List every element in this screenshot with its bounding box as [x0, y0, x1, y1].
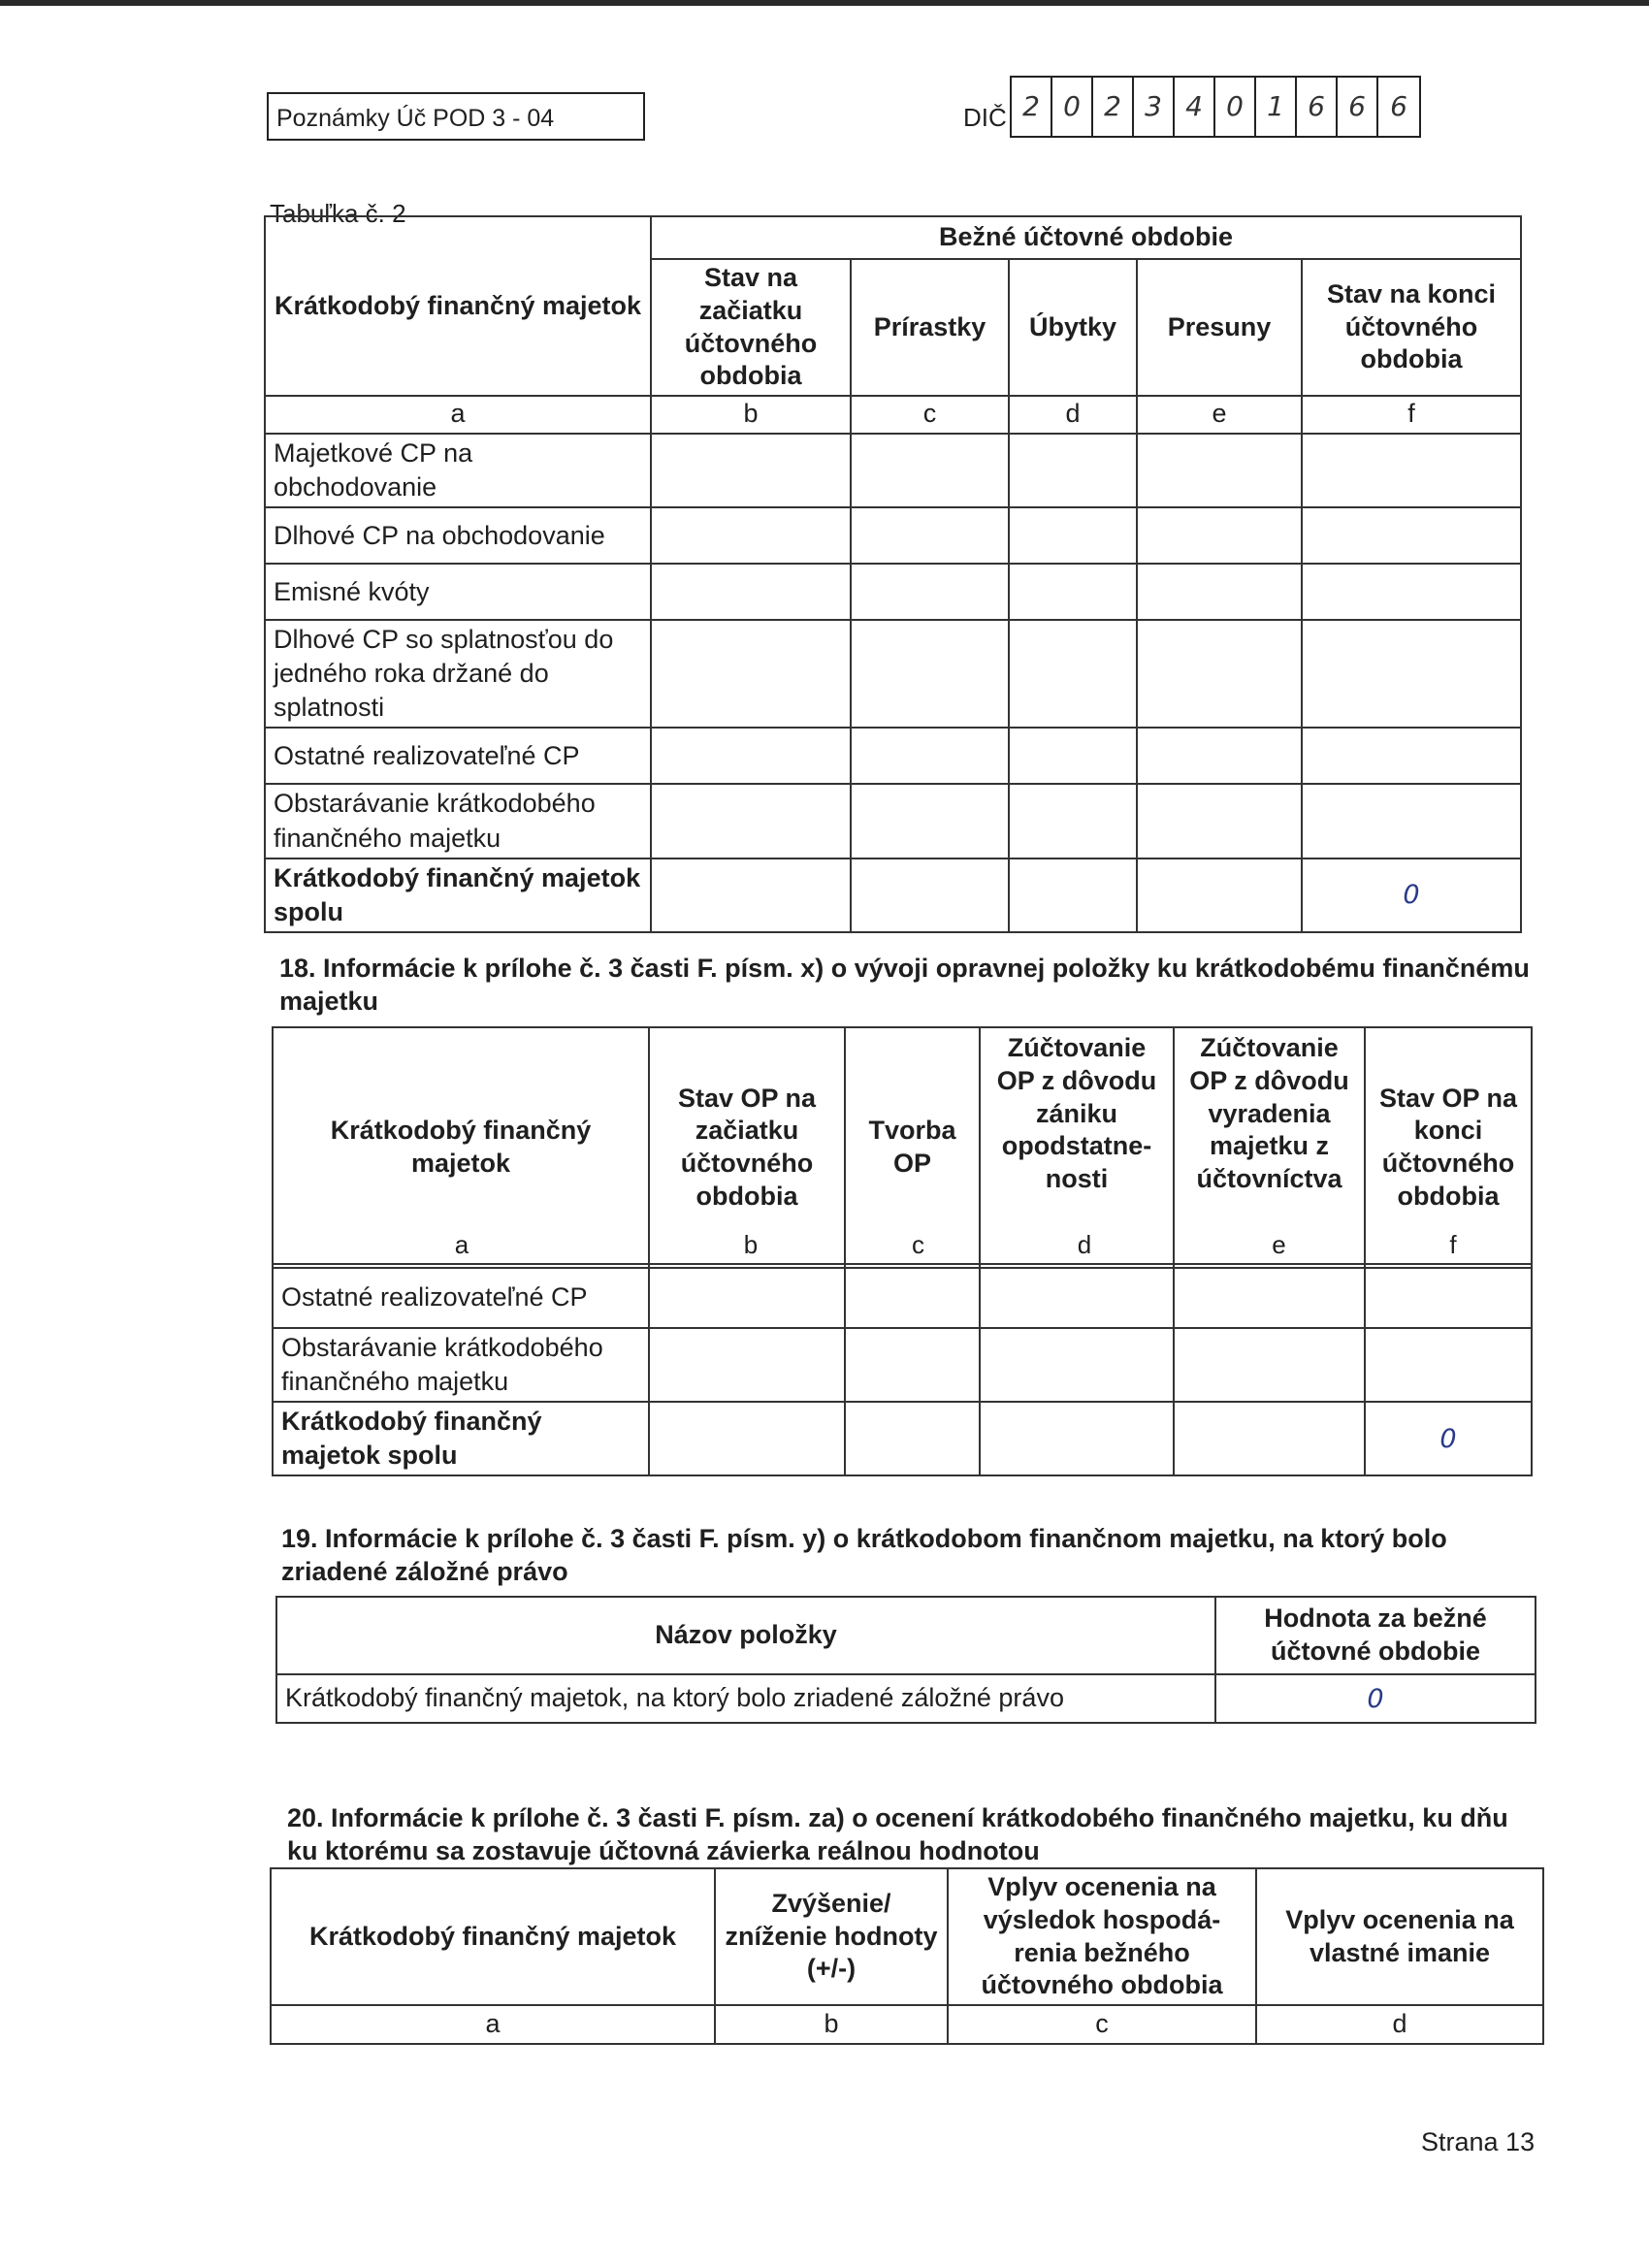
- total-label: Krátkodobý finančný majetok spolu: [273, 1402, 649, 1475]
- cell-c: [851, 620, 1009, 728]
- dic-digit: 6: [1390, 90, 1407, 122]
- table2-col-a-header: Krátkodobý finančný majetok: [265, 216, 651, 396]
- s18-col-f-header: Stav OP na konci účtovného obdobia: [1365, 1027, 1532, 1268]
- dic-digit: 2: [1012, 78, 1052, 136]
- row-label: Obstarávanie krátkodobého finančného majetku: [265, 784, 651, 858]
- form-code: Poznámky Úč POD 3 - 04: [276, 105, 555, 132]
- dic-digit: 0: [1215, 78, 1256, 136]
- row-label: Majetkové CP na obchodovanie: [265, 434, 651, 507]
- table-row: [265, 728, 1521, 784]
- row-label: Dlhové CP na obchodovanie: [265, 507, 651, 564]
- table-row: [265, 507, 1521, 564]
- cell-d: [1009, 507, 1137, 564]
- s20-col-a-header: Krátkodobý finančný majetok: [271, 1868, 715, 2005]
- cell-e: [1174, 1328, 1365, 1402]
- table2-caption: Tabuľka č. 2: [270, 199, 406, 228]
- section-18-title: 18. Informácie k prílohe č. 3 časti F. písm. x) o vývoji opravnej položky ku krátkodobému finančnému majetku: [279, 954, 1530, 1016]
- s19-name-header: Názov položky: [276, 1597, 1215, 1674]
- s18-col-b-header: Stav OP na začiatku účtovného obdobia: [649, 1027, 845, 1268]
- cell-e: [1137, 434, 1302, 507]
- cell-b: [651, 434, 851, 507]
- cell-d: [1009, 728, 1137, 784]
- row-value: 0: [1215, 1674, 1536, 1723]
- row-label: Obstarávanie krátkodobého finančného majetku: [273, 1328, 649, 1402]
- col-letter: b: [651, 396, 851, 434]
- col-letter: f: [1302, 396, 1521, 434]
- col-letter: b: [743, 1230, 759, 1259]
- col-letter: d: [1077, 1230, 1092, 1259]
- s20-col-c-header: Vplyv ocenenia na výsledok hospodá-renia bežného účtovného obdobia: [948, 1868, 1256, 2005]
- table2-period-header: Bežné účtovné obdobie: [651, 216, 1521, 259]
- cell-b: [651, 507, 851, 564]
- dic-digit: 6: [1297, 78, 1338, 136]
- table2: [264, 215, 1522, 933]
- cell-e: [1137, 620, 1302, 728]
- col-letter: e: [1272, 1230, 1286, 1259]
- cell-f: [1365, 1268, 1532, 1328]
- section-20-table: [270, 1867, 1544, 2045]
- cell-c: [851, 507, 1009, 564]
- cell-d: [980, 1268, 1174, 1328]
- cell-f: [1365, 1328, 1532, 1402]
- cell-f: [1302, 564, 1521, 620]
- dic-digit: 3: [1134, 78, 1175, 136]
- cell-b: [649, 1402, 845, 1475]
- cell-b: [651, 620, 851, 728]
- s19-value-header: Hodnota za bežné účtovné obdobie: [1215, 1597, 1536, 1674]
- cell-c: [851, 564, 1009, 620]
- scan-edge-line: [0, 0, 1649, 6]
- cell-e: [1137, 564, 1302, 620]
- cell-f: [1302, 784, 1521, 858]
- cell-c: [845, 1268, 980, 1328]
- total-value: 0: [1365, 1402, 1532, 1475]
- table-row: [265, 434, 1521, 507]
- table-row: [276, 1674, 1536, 1723]
- table2-col-b-header: Stav na začiatku účtovného obdobia: [651, 259, 851, 396]
- section-19-table: [275, 1596, 1536, 1724]
- s18-letter-row: [272, 1230, 1531, 1259]
- table2-col-d-header: Úbytky: [1009, 259, 1137, 396]
- section-20-title: 20. Informácie k prílohe č. 3 časti F. písm. za) o ocenení krátkodobého finančného majetku, ku dňu ku ktorému sa zostavuje účtovná závierka reálnou hodnotou: [287, 1803, 1508, 1865]
- col-letter: d: [1009, 396, 1137, 434]
- row-label: Dlhové CP so splatnosťou do jedného roka držané do splatnosti: [265, 620, 651, 728]
- row-label: Emisné kvóty: [265, 564, 651, 620]
- dic-digit: 4: [1175, 78, 1215, 136]
- col-letter: c: [912, 1230, 924, 1259]
- cell-b: [649, 1268, 845, 1328]
- dic-digit: 6: [1338, 78, 1378, 136]
- dic-digit: 2: [1093, 78, 1134, 136]
- cell-b: [649, 1328, 845, 1402]
- dic-digit: 1: [1256, 78, 1297, 136]
- cell-f: [1302, 620, 1521, 728]
- col-letter: a: [454, 1230, 469, 1259]
- table-row-total: [265, 859, 1521, 932]
- col-letter: c: [851, 396, 1009, 434]
- cell-c: [851, 728, 1009, 784]
- page-number: Strana 13: [1421, 2127, 1536, 2156]
- s20-col-b-header: Zvýšenie/ zníženie hodnoty (+/-): [715, 1868, 948, 2005]
- cell-e: [1137, 859, 1302, 932]
- table-row: [265, 564, 1521, 620]
- table2-col-e-header: Presuny: [1137, 259, 1302, 396]
- col-letter: d: [1256, 2005, 1543, 2044]
- table-row: [265, 784, 1521, 858]
- col-letter: b: [715, 2005, 948, 2044]
- s18-col-a-header: Krátkodobý finančný majetok: [273, 1027, 649, 1268]
- cell-f: [1302, 728, 1521, 784]
- cell-c: [845, 1402, 980, 1475]
- cell-d: [980, 1328, 1174, 1402]
- cell-d: [1009, 784, 1137, 858]
- cell-d: [1009, 434, 1137, 507]
- cell-f: [1302, 434, 1521, 507]
- cell-d: [1009, 620, 1137, 728]
- dic-label: DIČ: [963, 103, 1007, 132]
- cell-e: [1174, 1268, 1365, 1328]
- cell-b: [651, 728, 851, 784]
- cell-e: [1137, 728, 1302, 784]
- cell-e: [1137, 507, 1302, 564]
- s18-col-e-header: Zúčtovanie OP z dôvodu vyradenia majetku z účtovníctva: [1174, 1027, 1365, 1268]
- s18-col-d-header: Zúčtovanie OP z dôvodu zániku opodstatne-nosti: [980, 1027, 1174, 1268]
- table-row: [273, 1268, 1532, 1328]
- dic-field: [1010, 76, 1421, 138]
- table-row: [273, 1328, 1532, 1402]
- col-letter: a: [265, 396, 651, 434]
- cell-c: [851, 784, 1009, 858]
- table-row: [265, 620, 1521, 728]
- row-label: Ostatné realizovateľné CP: [273, 1268, 649, 1328]
- dic-digit: 0: [1052, 78, 1093, 136]
- cell-e: [1174, 1402, 1365, 1475]
- form-code-box: [267, 92, 645, 141]
- table2-col-f-header: Stav na konci účtovného obdobia: [1302, 259, 1521, 396]
- section-19-title: 19. Informácie k prílohe č. 3 časti F. písm. y) o krátkodobom finančnom majetku, na ktorý bolo zriadené záložné právo: [281, 1524, 1447, 1586]
- col-letter: e: [1137, 396, 1302, 434]
- cell-b: [651, 784, 851, 858]
- col-letter: c: [948, 2005, 1256, 2044]
- cell-c: [845, 1328, 980, 1402]
- cell-e: [1137, 784, 1302, 858]
- total-value: 0: [1302, 859, 1521, 932]
- cell-d: [1009, 564, 1137, 620]
- cell-b: [651, 859, 851, 932]
- cell-d: [1009, 859, 1137, 932]
- row-label: Ostatné realizovateľné CP: [265, 728, 651, 784]
- col-letter: f: [1449, 1230, 1457, 1259]
- row-label: Krátkodobý finančný majetok, na ktorý bolo zriadené záložné právo: [276, 1674, 1215, 1723]
- cell-b: [651, 564, 851, 620]
- cell-f: [1302, 507, 1521, 564]
- col-letter: a: [271, 2005, 715, 2044]
- cell-c: [851, 859, 1009, 932]
- cell-d: [980, 1402, 1174, 1475]
- table-row-total: [273, 1402, 1532, 1475]
- table2-col-c-header: Prírastky: [851, 259, 1009, 396]
- s18-letter-divider: [274, 1263, 1531, 1265]
- total-label: Krátkodobý finančný majetok spolu: [265, 859, 651, 932]
- s20-col-d-header: Vplyv ocenenia na vlastné imanie: [1256, 1868, 1543, 2005]
- s18-col-c-header: Tvorba OP: [845, 1027, 980, 1268]
- cell-c: [851, 434, 1009, 507]
